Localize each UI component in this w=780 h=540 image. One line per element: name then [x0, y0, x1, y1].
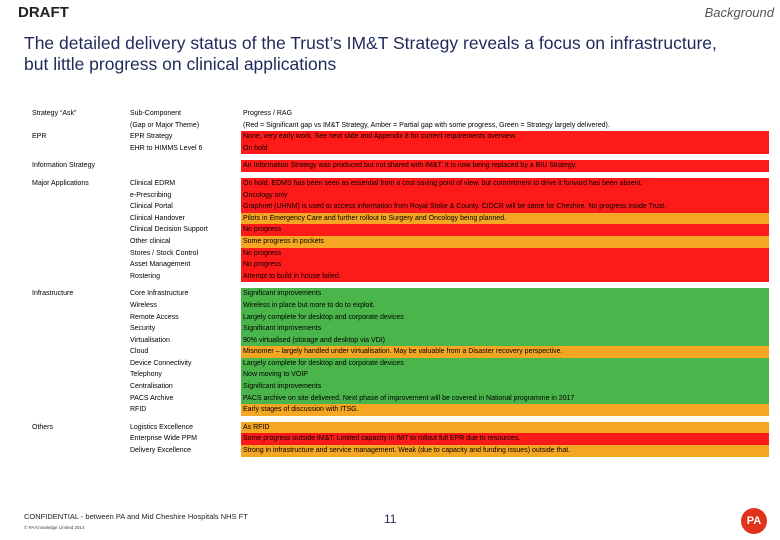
header-progress-legend: (Red = Significant gap vs IM&T Strategy, Amber = Partial gap with some progress, Green = Strategy largely delivered). — [241, 120, 769, 132]
sub-component-cell: Stores / Stock Control — [130, 249, 199, 257]
table-row — [30, 190, 770, 202]
sub-component-cell: Other clinical — [130, 237, 171, 245]
table-row — [30, 323, 770, 335]
slide-title: The detailed delivery status of the Trust’s IM&T Strategy reveals a focus on infrastructure, but little progress on clinical applications — [24, 33, 717, 74]
sub-component-cell: e-Prescribing — [130, 191, 172, 199]
status-cell: Some progress outside IM&T. Limited capacity in IMT to rollout full EPR due to resources. — [241, 433, 769, 445]
sub-component-cell: Cloud — [130, 348, 149, 356]
sub-component-cell: Clinical EDRM — [130, 179, 176, 187]
status-cell: No progress — [241, 259, 769, 271]
sub-component-cell: Security — [130, 325, 156, 333]
header-sub-component: Sub-Component — [130, 110, 181, 117]
strategy-ask-cell: EPR — [32, 133, 47, 141]
table-row — [30, 288, 770, 300]
table-row — [30, 335, 770, 347]
status-cell: Significant improvements — [241, 323, 769, 335]
status-cell: PACS archive on site delivered. Next phase of improvement will be covered in National programme in 2017 — [241, 393, 769, 405]
status-cell: Misnomer – largely handled under virtualisation. May be valuable from a Disaster recovery perspective. — [241, 346, 769, 358]
table-row — [30, 312, 770, 324]
table-header-row — [30, 108, 770, 120]
status-cell: None, very early work. See next slide and Appendix 8 for current requirements overview. — [241, 131, 769, 143]
sub-component-cell: Clinical Portal — [130, 203, 173, 211]
status-cell: Pilots in Emergency Care and further rollout to Surgery and Oncology being planned. — [241, 213, 769, 225]
table-row — [30, 381, 770, 393]
table-row — [30, 213, 770, 225]
sub-component-cell: Telephony — [130, 371, 162, 379]
table-row — [30, 393, 770, 405]
status-table — [30, 108, 770, 457]
status-cell: Graphnet (UHNM) is used to access information from Royal Stoke & County. CIDCR will be same for Cheshire. No progress inside Trust. — [241, 201, 769, 213]
status-cell: Some progress in pockets — [241, 236, 769, 248]
status-cell: Significant improvements — [241, 288, 769, 300]
table-row — [30, 224, 770, 236]
table-row — [30, 404, 770, 416]
status-cell: Early stages of discussion with ITSG. — [241, 404, 769, 416]
copyright-notice: © PA Knowledge Limited 2014 — [24, 525, 85, 530]
sub-component-cell: Centralisation — [130, 383, 173, 391]
table-row — [30, 143, 770, 155]
sub-component-cell: Device Connectivity — [130, 359, 192, 367]
status-cell: Largely complete for desktop and corporate devices — [241, 358, 769, 370]
table-row — [30, 178, 770, 190]
confidential-notice: CONFIDENTIAL - between PA and Mid Cheshire Hospitals NHS FT — [24, 512, 248, 521]
status-cell: On hold. EDMS has been seen as essential from a cost saving point of view, but commitment to drive it forward has been absent. — [241, 178, 769, 190]
sub-component-cell: Logistics Excellence — [130, 423, 194, 431]
status-cell: 90% virtualised (storage and desktop via VDI) — [241, 335, 769, 347]
sub-component-cell: Virtualisation — [130, 336, 170, 344]
table-row — [30, 248, 770, 260]
sub-component-cell: Delivery Excellence — [130, 447, 192, 455]
status-cell: Significant improvements — [241, 381, 769, 393]
sub-component-cell: RFID — [130, 406, 147, 414]
status-cell: On hold — [241, 143, 769, 155]
strategy-ask-cell: Major Applications — [32, 179, 89, 187]
status-cell: Largely complete for desktop and corporate devices — [241, 312, 769, 324]
status-cell: An Information Strategy was produced but not shared with IM&T. It is now being replaced by a BIU Strategy. — [241, 160, 769, 172]
sub-component-cell: EHR to HIMMS Level 6 — [130, 144, 203, 152]
strategy-ask-cell: Information Strategy — [32, 162, 96, 170]
status-cell: As RFID — [241, 422, 769, 434]
sub-component-cell: Enterprise Wide PPM — [130, 435, 197, 443]
table-row — [30, 445, 770, 457]
pa-logo: PA — [741, 508, 767, 534]
page-number: 11 — [384, 512, 397, 526]
table-row — [30, 131, 770, 143]
sub-component-cell: PACS Archive — [130, 394, 174, 402]
status-cell: Attempt to build in house failed. — [241, 271, 769, 283]
sub-component-cell: Rostering — [130, 272, 160, 280]
table-row — [30, 236, 770, 248]
status-cell: Now moving to VOIP — [241, 369, 769, 381]
background-tag: Background — [704, 5, 774, 20]
sub-component-cell: Clinical Decision Support — [130, 226, 208, 234]
status-cell: No progress — [241, 248, 769, 260]
table-row — [30, 369, 770, 381]
status-cell: Strong in infrastructure and service management. Weak (due to capacity and funding issues) outside that. — [241, 445, 769, 457]
strategy-ask-cell: Infrastructure — [32, 290, 74, 298]
header-progress: Progress / RAG — [241, 108, 769, 120]
table-row — [30, 259, 770, 271]
header-strategy-ask: Strategy “Ask” — [32, 110, 77, 117]
table-row — [30, 160, 770, 172]
table-row — [30, 358, 770, 370]
table-header-row — [30, 120, 770, 132]
sub-component-cell: Asset Management — [130, 261, 191, 269]
table-row — [30, 300, 770, 312]
table-row — [30, 271, 770, 283]
status-cell: Oncology only — [241, 190, 769, 202]
sub-component-cell: Clinical Handover — [130, 214, 185, 222]
draft-label: DRAFT — [18, 4, 69, 21]
sub-component-cell: Core Infrastructure — [130, 290, 189, 298]
status-cell: No progress — [241, 224, 769, 236]
sub-component-cell: EPR Strategy — [130, 133, 173, 141]
sub-component-cell: Remote Access — [130, 313, 179, 321]
status-cell: Wireless in place but more to do to exploit. — [241, 300, 769, 312]
strategy-ask-cell: Others — [32, 423, 54, 431]
table-row — [30, 422, 770, 434]
header-sub-component-note: (Gap or Major Theme) — [130, 121, 200, 129]
sub-component-cell: Wireless — [130, 301, 157, 309]
table-row — [30, 346, 770, 358]
table-row — [30, 433, 770, 445]
table-row — [30, 201, 770, 213]
